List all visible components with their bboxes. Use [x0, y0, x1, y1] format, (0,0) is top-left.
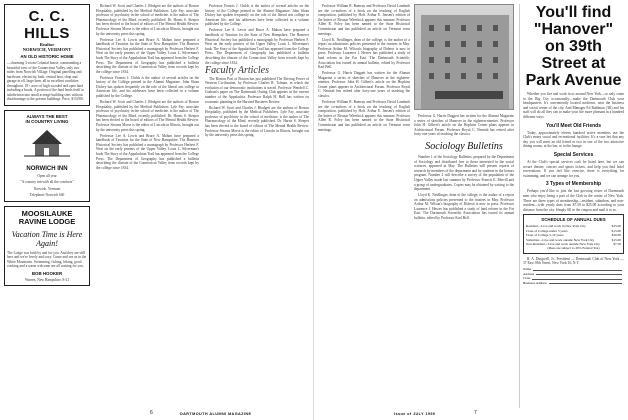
dues-row: Class of College under 5 years $15.00: [526, 228, 621, 233]
hanover-ad-sub-3: 3 Types of Membership: [545, 181, 602, 188]
article-paragraph: Richard W. Scott and Charles J. Blodgett are the authors of Boston Hospitality, published by the Medical Publishers. Lyle Fay, associate professor of psychiatry in the school of medicine, is the author of The Pharmacology of the Mind, recently published. Dr. Harris S. Sleeper has been elected to the board of editors of The Mental Health Review. Professor Stearns Morse is the editor of Lincoln in Illinois, brought out by the university press this spring.: [205, 105, 309, 138]
inn-open: Open all year: [37, 173, 57, 178]
article-paragraph: Professor Francis J. Childs is the author of several articles on the history of the College printed in the Alumni Magazine. John Sloan Dickey has spoken frequently on the role of the liberal arts college in American life, and his addresses have been collected in a volume published by the College.: [96, 75, 199, 99]
moosilauke-title: MOOSILAUKE RAVINE LODGE: [18, 208, 76, 227]
dartmouth-club-ad: [519, 4, 624, 408]
article-paragraph: Number 1 of the Sociology Bulletins, prepared by the Department of Sociology and distributed free to those interested in the social sciences, appeared in May. The Bulletins will present reports of research by members of the department and by students in the honors program. Number 2 will describe a survey of the population of the Upper Valley made last summer by Professor Francis E. Merrill and a group of undergraduates. Copies may be obtained by writing to the department.: [414, 154, 514, 192]
article-paragraph: Richard W. Scott and Charles J. Blodgett are the authors of Boston Hospitality, published by the Medical Publishers. Lyle Fay, associate professor of psychiatry in the school of medicine, is the author of The Pharmacology of the Mind, recently published. Dr. Harris S. Sleeper has been elected to the board of editors of The Mental Health Review. Professor Stearns Morse is the editor of Lincoln in Illinois, brought out by the university press this spring.: [96, 4, 199, 36]
hanover-ad-sub-1-body: Today, approximately eleven hundred active members use the Club's many social and recreational facilities. It's a sure bet that any day you will meet an old friend or two in one of the two attractive dining rooms, at the bar, or in the lounge.: [523, 130, 624, 149]
article-column-1: [96, 4, 199, 408]
inn-town: Norwich, Vermont: [33, 186, 61, 191]
coupon-field-business[interactable]: Business Address: [523, 281, 624, 285]
article-column-4: [414, 4, 514, 408]
article-paragraph: Lloyd K. Neidlinger, dean of the college, is the author of a report on admissions policies presented to the trustees in May. Professor Arthur M. Wilson's biography of Diderot is now in press. Professor Laurence I. Hewes has published a study of land reform in the Far East. The Dartmouth Scientific Association has issued its annual bulletin, edited by Professor Karl Bell.: [414, 193, 514, 221]
article-column-3: [318, 4, 410, 408]
hanover-ad-sub-3-body: Perhaps you'd like to join the fast growing roster of Dartmouth men who enjoy being a part of the Club in the center of New York. There are three types of membership—resident, suburban, and non-resident—with yearly dues from $7.50 to $25.00 according to your distance from the city. Simply fill in the coupon and mail it to us.: [523, 189, 624, 212]
dues-schedule-box: [523, 214, 624, 253]
dues-row: Non-Resident—Live and work outside New York City $7.50: [526, 241, 621, 246]
sociology-bulletins-heading: Sociology Bulletins: [425, 140, 503, 152]
article-paragraph: Professor Lee A. Lewis and Bruce A. Mahon have prepared a handbook of Taxation for the State of New Hampshire. The Hanover Historical Society has published a monograph by Professor Herbert F. West on the early printers of the Upper Valley. Louis L. Silverman's book The Story of the Appalachian Trail has appeared from the College Press. The Department of Geography has published a bulletin describing the climate of the Connecticut Valley from records kept by the college since 1834.: [96, 133, 199, 170]
article-paragraph: Professor G. Harris Daggett has written for the Alumni Magazine a series of sketches of Hanover in the eighteen-nineties. Professor John H. Gilbert's article on the Hopkins Center plans appears in Architectural Forum. Professor Royal C. Nemiah has retired after forty-one years of teaching the classics.: [318, 71, 410, 99]
dues-schedule-title: SCHEDULE OF ANNUAL DUES: [541, 217, 606, 223]
inn-name: NORWICH INN: [26, 165, 68, 172]
page-number-right: 7: [474, 410, 477, 416]
moosilauke-ad: [4, 206, 90, 287]
article-paragraph: Professor Francis J. Childs is the author of several articles on the history of the College printed in the Alumni Magazine. John Sloan Dickey has spoken frequently on the role of the liberal arts college in American life, and his addresses have been collected in a volume published by the College.: [205, 4, 309, 27]
moosilauke-address: Warren, New Hampshire, 8-21: [24, 277, 70, 282]
running-head-right: Issue of JULY 1950: [394, 412, 436, 416]
coupon-field-name[interactable]: Name: [523, 267, 624, 271]
dues-row: Suburban—Live and work outside New York City $15.00: [526, 237, 621, 242]
moosilauke-vacation: Vacation Time is Here Again!: [11, 229, 83, 248]
ads-column: [4, 4, 90, 290]
moosilauke-body: The Lodge was built by and for you. And they are still here and we're lovely and cozy. Come and see us in the White Mountains. Swimming, fishing, hiking, good cooking and a warm welcome are all waiting for you.: [7, 250, 87, 269]
hills-ad-headline: AN OLD HISTORIC HOME: [20, 54, 74, 59]
hills-ad-title: C. C. HILLS: [24, 8, 70, 42]
inn-tagline-2: IN COUNTRY LIVING: [25, 119, 69, 125]
page-number-left: 6: [150, 410, 153, 416]
article-paragraph: Professor William R. Ramsay and Professor David Lambuth are the co-authors of a book on the teaching of English composition, published by Holt. Arthur E. Jensen's edition of the letters of Eleazar Wheelock appears this summer. Professor Allen R. Foley has been named to the State Historical Commission and has published an article on Vermont town meetings.: [318, 4, 410, 36]
article-paragraph: Richard W. Scott and Charles J. Blodgett are the authors of Boston Hospitality, published by the Medical Publishers. Lyle Fay, associate professor of psychiatry in the school of medicine, is the author of The Pharmacology of the Mind, recently published. Dr. Harris S. Sleeper has been elected to the board of editors of The Mental Health Review. Professor Stearns Morse is the editor of Lincoln in Illinois, brought out by the university press this spring.: [96, 100, 199, 132]
building-photo: [414, 4, 514, 110]
hills-ad-body: —charming 3-room Colonial house, commanding a beautiful view of the Connecticut Valley, only two miles from Norwich Village. Original panelling and hardware, electricity, bath, central heat, shop and garage in ell, large barn, all in excellent condition throughout. 10+ acres of high wooded and open land including a brook. A portion of the land lends itself to subdivision into small acreage building sites without disadvantage to the present buildings. Price, $15,000.: [7, 61, 85, 102]
hanover-ad-sub-2: Special Services: [553, 151, 594, 158]
faculty-articles-heading: Faculty Articles: [205, 65, 269, 77]
inn-illustration-icon: [24, 128, 70, 158]
article-paragraph: Professor Lee A. Lewis and Bruce A. Mahon have prepared a handbook of Taxation for the State of New Hampshire. The Hanover Historical Society has published a monograph by Professor Herbert F. West on the early printers of the Upper Valley. Louis L. Silverman's book The Story of the Appalachian Trail has appeared from the College Press. The Department of Geography has published a bulletin describing the climate of the Connecticut Valley from records kept by the college since 1834.: [96, 37, 199, 74]
inn-tagline-1: ALWAYS THE BEST: [26, 113, 68, 119]
inn-quote: "A country inn with all the comforts": [20, 180, 74, 185]
hills-ad-realtor: Realtor: [39, 42, 55, 47]
hills-ad: [4, 4, 90, 106]
hanover-ad-body: Whether you live and work in or around New York—or only come to the Big City occasionally—make the Dartmouth Club your headquarters. It's conveniently located midtown, near the business and social center of the city. And Manager Ed Ruhlman ('46) and his staff will do all they can to make your life more pleasant in a hundred different ways.: [523, 92, 624, 119]
coupon-field-address[interactable]: Address: [523, 272, 624, 276]
inn-phone: Telephone Norwich 640: [29, 193, 65, 198]
running-head-left: DARTMOUTH ALUMNI MAGAZINE: [180, 412, 252, 416]
article-paragraph: Professor William R. Ramsay and Professor David Lambuth are the co-authors of a book on the teaching of English composition, published by Holt. Arthur E. Jensen's edition of the letters of Eleazar Wheelock appears this summer. Professor Allen R. Foley has been named to the State Historical Commission and has published an article on Vermont town meetings.: [318, 100, 410, 132]
moosilauke-contact: BOB HOOKER: [31, 270, 63, 276]
hanover-ad-sub-2-body: At the Club's special services can't be listed here, but we can secure theater, concert and sports tickets, and help you find hotel reservations. If you feel like exercise, there is everything for swimming, and we can arrange for you.: [523, 159, 624, 178]
article-paragraph: Professor Lee A. Lewis and Bruce A. Mahon have prepared a handbook of Taxation for the State of New Hampshire. The Hanover Historical Society has published a monograph by Professor Herbert F. West on the early printers of the Upper Valley. Louis L. Silverman's book The Story of the Appalachian Trail has appeared from the College Press. The Department of Geography has published a bulletin describing the climate of the Connecticut Valley from records kept by the college since 1834.: [205, 28, 309, 65]
article-paragraph: Professor G. Harris Daggett has written for the Alumni Magazine a series of sketches of Hanover in the eighteen-nineties. Professor John H. Gilbert's article on the Hopkins Center plans appears in Architectural Forum. Professor Royal C. Nemiah has retired after forty-one years of teaching the classics.: [414, 114, 514, 137]
article-paragraph: Lloyd K. Neidlinger, dean of the college, is the author of a report on admissions policies presented to the trustees in May. Professor Arthur M. Wilson's biography of Diderot is now in press. Professor Laurence I. Hewes has published a study of land reform in the Far East. The Dartmouth Scientific Association has issued its annual bulletin, edited by Professor Karl Bell.: [318, 37, 410, 70]
dues-note: (Dues are subject to 20% Federal Tax): [547, 246, 600, 251]
hanover-ad-sub-1: You'll Meet Old Friends: [546, 122, 601, 129]
article-paragraph: The Boston Post of Boston has just published The Driving Power of Western Civilization, by Professor Charles R. Tolman, in which the evolution of our democratic institutions is traced. Professor Wendell C. Graham's paper on The Dartmouth Outing Club appears in the current number of the Appalachia. Professor Ralph H. Hull has written on economic planning in the Harvard Business Review.: [205, 76, 309, 104]
right-page: [314, 0, 628, 420]
hills-ad-location: NORWICH, VERMONT: [22, 47, 72, 52]
article-column-2: [205, 4, 309, 408]
dues-row: Class of College 5-10 years $20.00: [526, 233, 621, 238]
dues-row: Resident—Live and work in New York City $25.00: [526, 224, 621, 229]
hanover-ad-headline: You'll find "Hanover" on 39th Street at Park Avenue: [525, 4, 622, 89]
coupon-field-class[interactable]: Class: [523, 276, 624, 280]
norwich-inn-ad: [4, 110, 90, 202]
coupon-intro: R. A. Dingwell, Jr., President — Dartmouth Club of New York — 37 East 39th Street, New York 16, N.Y.: [523, 256, 624, 266]
